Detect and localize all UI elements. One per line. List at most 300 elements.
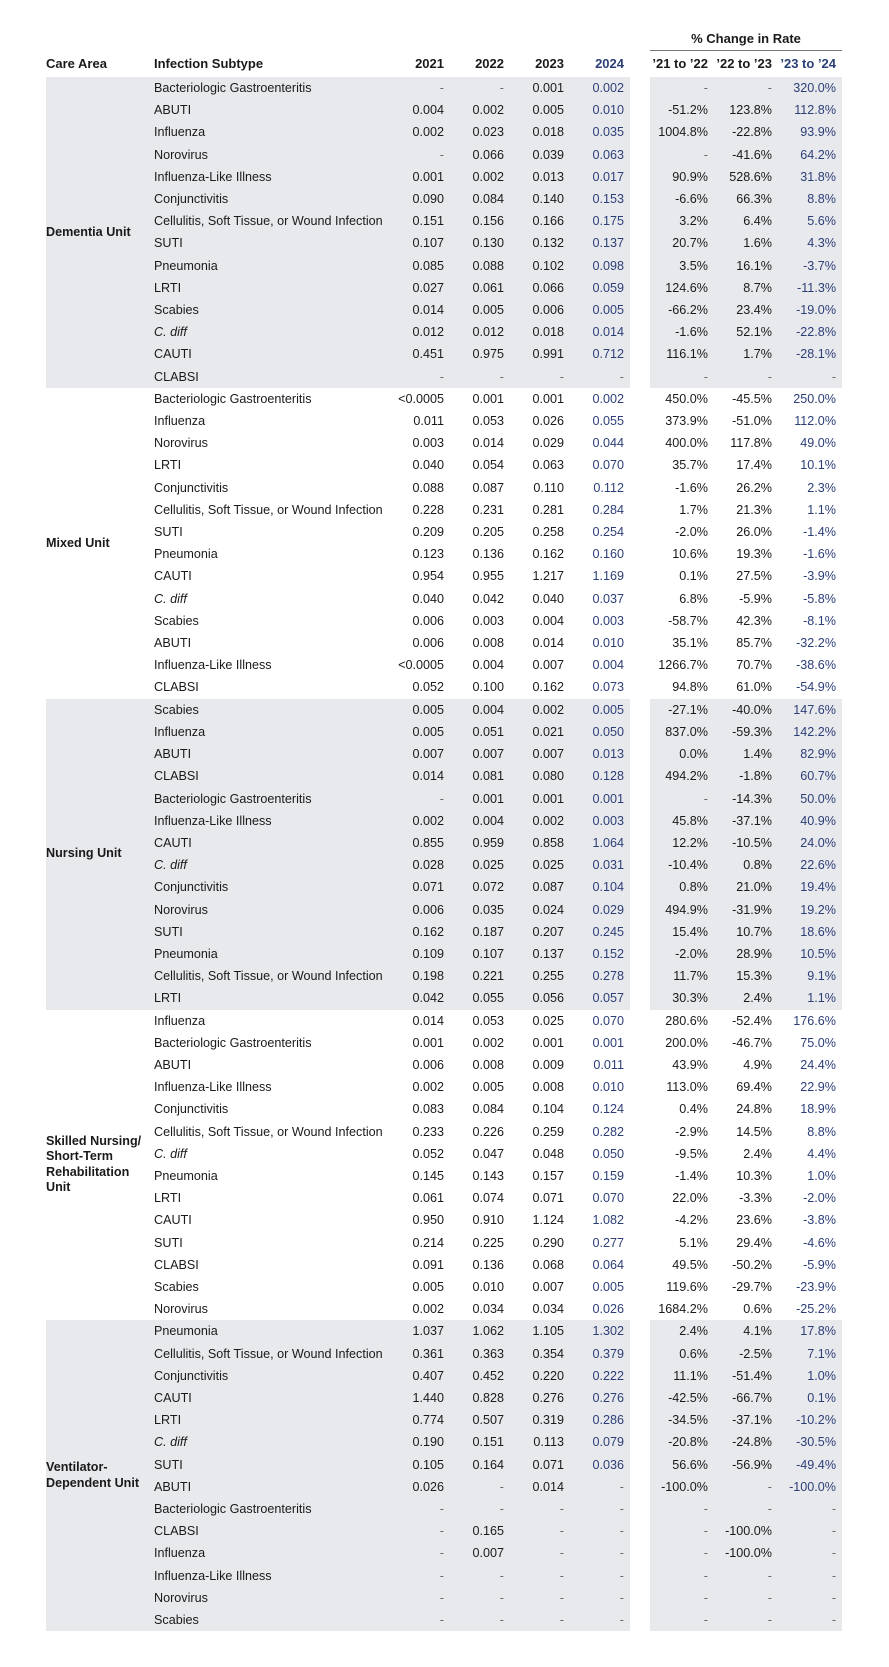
val-2021: 0.145 [412,1168,444,1183]
pct-21-22: -58.7% [668,613,708,628]
val-2021: 0.085 [390,255,450,277]
val-2022: 0.008 [472,636,504,651]
table-row [46,788,842,810]
pct-23-24: -3.9% [803,569,837,584]
val-2021: 1.440 [390,1387,450,1409]
pct-23-24: 22.9% [800,1080,837,1095]
infection-subtype-text: SUTI [154,236,183,251]
val-2021: - [390,1520,450,1542]
pct-22-23: 10.7% [714,921,778,943]
val-2024: 0.005 [570,699,630,721]
infection-subtype [154,432,390,454]
val-2022: - [450,1498,510,1520]
val-2021: 0.005 [390,721,450,743]
pct-21-22: -1.6% [675,480,708,495]
infection-subtype-text: LRTI [154,991,182,1006]
pct-21-22: 280.6% [665,1013,708,1028]
infection-subtype-text: Scabies [154,702,199,717]
pct-22-23: 23.4% [714,299,778,321]
care-area-group [46,388,842,699]
table-row [46,1298,842,1320]
infection-subtype-text: Norovirus [154,902,208,917]
val-2022: 0.003 [472,613,504,628]
pct-22-23: 70.7% [736,658,772,673]
val-2023: 0.276 [510,1387,570,1409]
pct-21-22: 124.6% [650,277,714,299]
val-2023: 0.006 [510,299,570,321]
val-2023: 0.991 [510,343,570,365]
pct-21-22: 3.2% [650,210,714,232]
val-2022: - [450,1587,510,1609]
infection-subtype [154,166,390,188]
pct-23-24: 64.2% [778,144,842,166]
val-2024: - [570,1498,630,1520]
val-2024: 0.001 [592,1035,624,1050]
infection-subtype-text: CAUTI [154,1213,192,1228]
infection-subtype-text: Influenza-Like Illness [154,169,272,184]
val-2024: - [570,366,630,388]
table-row [46,343,842,365]
val-2023: 0.087 [510,876,570,898]
infection-subtype-text: Scabies [154,303,199,318]
pct-21-22: 837.0% [650,721,714,743]
pct-23-24: 49.0% [800,436,837,451]
pct-21-22: 1004.8% [650,121,714,143]
infection-subtype [154,144,390,166]
val-2021: 0.151 [390,210,450,232]
val-2023: 0.207 [510,921,570,943]
pct-22-23: -41.6% [714,144,778,166]
pct-21-22: 0.8% [650,876,714,898]
val-2024: 0.017 [570,166,630,188]
val-2023: 0.034 [532,1302,564,1317]
val-2023: 0.319 [510,1409,570,1431]
infection-subtype-text: Influenza-Like Illness [154,1568,272,1583]
col-header-2023: 2023 [535,55,564,71]
val-2024: - [570,1520,630,1542]
val-2023: 0.001 [510,788,570,810]
pct-21-22: -20.8% [650,1431,714,1453]
infection-subtype [154,1498,390,1520]
val-2024: 0.128 [570,765,630,787]
pct-22-23: - [714,1609,778,1631]
pct-23-24: - [778,1520,842,1542]
pct-22-23: - [714,366,778,388]
val-2023: - [510,1520,570,1542]
table-row [46,255,842,277]
pct-21-22: - [650,1498,714,1520]
val-2021: 0.040 [412,458,444,473]
pct-21-22: -66.2% [650,299,714,321]
care-area-group [46,77,842,388]
infection-subtype-text: LRTI [154,280,182,295]
pct-21-22: 15.4% [650,921,714,943]
pct-22-23: 27.5% [736,569,772,584]
table-row [46,1387,842,1409]
table-row [46,477,842,499]
val-2024: 0.014 [570,321,630,343]
infection-subtype [154,77,390,99]
val-2022: 0.035 [450,899,510,921]
infection-subtype-text: Cellulitis, Soft Tissue, or Wound Infection [154,969,383,984]
val-2023: 0.001 [532,391,564,406]
infection-subtype [154,343,390,365]
pct-22-23: 85.7% [736,636,772,651]
table-row [46,943,842,965]
pct-21-22: 0.0% [650,743,714,765]
infection-subtype [154,454,390,476]
table-row [46,99,842,121]
table-row [46,188,842,210]
pct-22-23: -37.1% [714,810,778,832]
val-2023: - [510,1542,570,1564]
val-2024: 1.302 [570,1320,630,1342]
val-2024: 0.175 [570,210,630,232]
val-2021: 0.040 [412,591,444,606]
val-2023: 0.071 [510,1454,570,1476]
pct-21-22: - [650,1520,714,1542]
val-2023: 0.063 [532,458,564,473]
pct-21-22: 400.0% [665,436,708,451]
val-2021: 0.061 [412,1191,444,1206]
infection-subtype-text: Norovirus [154,436,208,451]
pct-22-23: 4.9% [743,1057,772,1072]
infection-subtype [154,943,390,965]
infection-subtype [154,1032,390,1054]
pct-21-22: 1266.7% [658,658,708,673]
header-spacer [46,28,630,51]
pct-23-24: 142.2% [778,721,842,743]
pct-22-23: -45.5% [732,391,772,406]
val-2021: 0.162 [390,921,450,943]
infection-subtype [154,1609,390,1631]
val-2021: 0.451 [390,343,450,365]
val-2023: 0.008 [532,1080,564,1095]
val-2022: 0.231 [472,502,504,517]
pct-23-24: 17.8% [778,1320,842,1342]
care-area-label: Nursing Unit [46,699,154,1010]
val-2022: - [450,1565,510,1587]
pct-23-24: 112.8% [778,99,842,121]
pct-22-23: 10.3% [736,1168,772,1183]
pct-22-23: 23.6% [736,1213,772,1228]
val-2024: 0.035 [570,121,630,143]
val-2024: 1.169 [592,569,624,584]
val-2021: - [390,77,450,99]
table-row [46,121,842,143]
pct-21-22: 0.4% [679,1102,708,1117]
val-2023: 0.110 [533,480,564,495]
col-header-23-to-24: ’23 to ’24 [780,56,837,71]
pct-22-23: 21.3% [736,502,772,517]
val-2024: 0.070 [592,1013,624,1028]
val-2022: 0.007 [450,743,510,765]
pct-22-23: 19.3% [736,547,772,562]
val-2023: 0.354 [510,1343,570,1365]
val-2024: 0.004 [592,658,624,673]
val-2023: - [510,1565,570,1587]
val-2022: 0.012 [450,321,510,343]
infection-subtype [154,99,390,121]
pct-21-22: -27.1% [650,699,714,721]
val-2024: - [570,1609,630,1631]
infection-subtype [154,1276,390,1298]
table-header [46,28,842,77]
pct-23-24: 1.0% [807,1168,837,1183]
infection-subtype [154,477,390,499]
pct-22-23: -31.9% [714,899,778,921]
pct-22-23: 1.7% [714,343,778,365]
val-2023: 0.220 [510,1365,570,1387]
val-2023: 1.124 [532,1213,564,1228]
table-row [46,1587,842,1609]
val-2024: - [570,1587,630,1609]
infection-subtype-text: Conjunctivitis [154,192,229,207]
val-2023: 0.048 [532,1146,564,1161]
table-row [46,299,842,321]
table-row [46,810,842,832]
pct-22-23: -100.0% [714,1542,778,1564]
infection-subtype-text: CLABSI [154,769,199,784]
pct-21-22: 2.4% [650,1320,714,1342]
table-row [46,432,842,454]
val-2021: 0.002 [390,810,450,832]
infection-subtype-text: Norovirus [154,147,208,162]
val-2022: 0.084 [450,188,510,210]
care-area-group [46,699,842,1010]
infection-subtype [154,1454,390,1476]
pct-21-22: -10.4% [650,854,714,876]
pct-21-22: 373.9% [665,414,708,429]
pct-23-24: -49.4% [778,1454,842,1476]
infection-subtype-text: Bacteriologic Gastroenteritis [154,1035,312,1050]
val-2021: 0.052 [412,680,444,695]
infection-subtype-text: SUTI [154,1235,183,1250]
table-row [46,899,842,921]
pct-23-24: 19.4% [778,876,842,898]
val-2021: <0.0005 [398,658,444,673]
val-2022: - [450,366,510,388]
pct-23-24: 8.8% [778,188,842,210]
pct-21-22: 11.7% [650,965,714,987]
val-2022: 0.051 [450,721,510,743]
val-2021: 0.006 [390,899,450,921]
table-row [46,1098,842,1120]
val-2022: 0.226 [472,1124,504,1139]
infection-subtype-text: Influenza-Like Illness [154,813,272,828]
table-row [46,876,842,898]
col-header-2021: 2021 [415,55,444,71]
pct-23-24: 176.6% [793,1013,837,1028]
val-2023: 0.071 [532,1191,564,1206]
pct-22-23: -14.3% [714,788,778,810]
pct-21-22: 90.9% [650,166,714,188]
pct-21-22: - [650,77,714,99]
val-2021: 0.001 [390,166,450,188]
pct-23-24: -30.5% [778,1431,842,1453]
pct-23-24: 24.0% [778,832,842,854]
infection-subtype-text: Scabies [154,1279,199,1294]
infection-subtype-text: Influenza [154,125,206,140]
val-2024: 0.284 [592,502,624,517]
infection-subtype-text: SUTI [154,525,183,540]
val-2022: - [450,1609,510,1631]
infection-subtype-text: C. diff [154,858,187,873]
infection-subtype [154,521,390,543]
infection-subtype [154,1343,390,1365]
pct-23-24: 9.1% [778,965,842,987]
table-row [46,521,842,543]
val-2021: 0.012 [390,321,450,343]
val-2023: 0.040 [532,591,564,606]
table-row [46,1032,842,1054]
table-row [46,832,842,854]
pct-22-23: 0.6% [743,1302,772,1317]
table-row [46,1209,842,1231]
val-2024: 0.002 [592,391,624,406]
infection-subtype [154,765,390,787]
val-2021: <0.0005 [398,391,444,406]
care-area-label: Ventilator-Dependent Unit [46,1320,154,1631]
val-2022: 0.084 [472,1102,504,1117]
pct-21-22: 35.1% [672,636,708,651]
infection-subtype [154,721,390,743]
pct-23-24: 10.1% [800,458,837,473]
table-row [46,1431,842,1453]
val-2021: 0.014 [390,299,450,321]
pct-22-23: -1.8% [714,765,778,787]
pct-23-24: -5.9% [803,1257,837,1272]
pct-23-24: 24.4% [800,1057,837,1072]
val-2024: 0.254 [592,525,624,540]
val-2024: 0.064 [592,1257,624,1272]
val-2023: 0.024 [510,899,570,921]
val-2024: 0.070 [592,1191,624,1206]
infection-subtype-text: ABUTI [154,1057,192,1072]
val-2022: 0.002 [472,1035,504,1050]
pct-23-24: 18.6% [778,921,842,943]
pct-23-24: 31.8% [778,166,842,188]
val-2022: 0.007 [450,1542,510,1564]
val-2022: 0.034 [472,1302,504,1317]
val-2021: 0.107 [390,232,450,254]
pct-23-24: 1.1% [807,502,837,517]
pct-22-23: 21.0% [714,876,778,898]
val-2023: 0.004 [532,613,564,628]
infection-subtype [154,543,390,565]
val-2021: 1.037 [390,1320,450,1342]
val-2023: 0.021 [510,721,570,743]
infection-subtype [154,588,390,610]
infection-subtype-text: Bacteriologic Gastroenteritis [154,81,312,95]
pct-22-23: 1.4% [714,743,778,765]
val-2024: 0.137 [570,232,630,254]
pct-21-22: 35.7% [672,458,708,473]
val-2024: 0.153 [570,188,630,210]
val-2024: 0.276 [570,1387,630,1409]
table-row [46,410,842,432]
infection-subtype [154,1010,390,1032]
pct-23-24: -32.2% [796,636,837,651]
pct-23-24: 8.8% [807,1124,837,1139]
infection-subtype [154,1320,390,1342]
pct-22-23: - [714,1476,778,1498]
val-2021: 0.002 [390,121,450,143]
pct-22-23: -10.5% [714,832,778,854]
infection-subtype-text: Conjunctivitis [154,1102,229,1117]
infection-subtype-text: CAUTI [154,569,192,584]
table-row [46,765,842,787]
infection-subtype-text: Cellulitis, Soft Tissue, or Wound Infection [154,1346,383,1361]
infection-subtype [154,210,390,232]
table-row [46,743,842,765]
pct-23-24: -1.6% [803,547,837,562]
infection-subtype [154,232,390,254]
pct-21-22: - [650,366,714,388]
val-2024: 0.013 [570,743,630,765]
val-2021: 0.774 [390,1409,450,1431]
pct-21-22: - [650,1542,714,1564]
pct-22-23: 16.1% [714,255,778,277]
infection-subtype [154,188,390,210]
pct-21-22: 56.6% [650,1454,714,1476]
val-2022: 0.054 [472,458,504,473]
pct-21-22: - [650,1587,714,1609]
infection-subtype-text: C. diff [154,1146,187,1161]
pct-23-24: 4.3% [778,232,842,254]
val-2024: 0.277 [592,1235,624,1250]
val-2022: 0.002 [450,99,510,121]
table-row [46,610,842,632]
pct-21-22: 11.1% [650,1365,714,1387]
care-area-label: Mixed Unit [46,535,110,550]
val-2023: 0.018 [510,121,570,143]
pct-23-24: 10.5% [778,943,842,965]
pct-23-24: - [778,1587,842,1609]
pct-23-24: 60.7% [778,765,842,787]
val-2024: 0.003 [570,810,630,832]
infection-subtype-text: Influenza [154,724,206,739]
val-2022: 0.042 [472,591,504,606]
table-row [46,1565,842,1587]
val-2024: 0.044 [592,436,624,451]
pct-23-24: -10.2% [778,1409,842,1431]
val-2023: - [510,1498,570,1520]
table-row [46,1165,842,1187]
val-2023: 0.281 [532,502,564,517]
pct-22-23: 8.7% [714,277,778,299]
pct-21-22: 494.2% [650,765,714,787]
pct-22-23: 6.4% [714,210,778,232]
pct-23-24: 1.0% [778,1365,842,1387]
infection-rate-table [46,28,842,1631]
val-2024: 0.037 [592,591,624,606]
pct-23-24: 5.6% [778,210,842,232]
pct-23-24: 112.0% [794,414,837,429]
val-2021: 0.214 [412,1235,444,1250]
infection-subtype [154,388,390,410]
pct-23-24: - [778,366,842,388]
pct-22-23: -51.0% [732,414,772,429]
val-2023: 0.259 [532,1124,564,1139]
val-2024: 0.010 [570,99,630,121]
infection-subtype-text: Conjunctivitis [154,1368,229,1383]
val-2021: 0.004 [390,99,450,121]
val-2023: 0.018 [510,321,570,343]
infection-subtype [154,1520,390,1542]
infection-subtype [154,410,390,432]
val-2024: 0.003 [592,613,624,628]
